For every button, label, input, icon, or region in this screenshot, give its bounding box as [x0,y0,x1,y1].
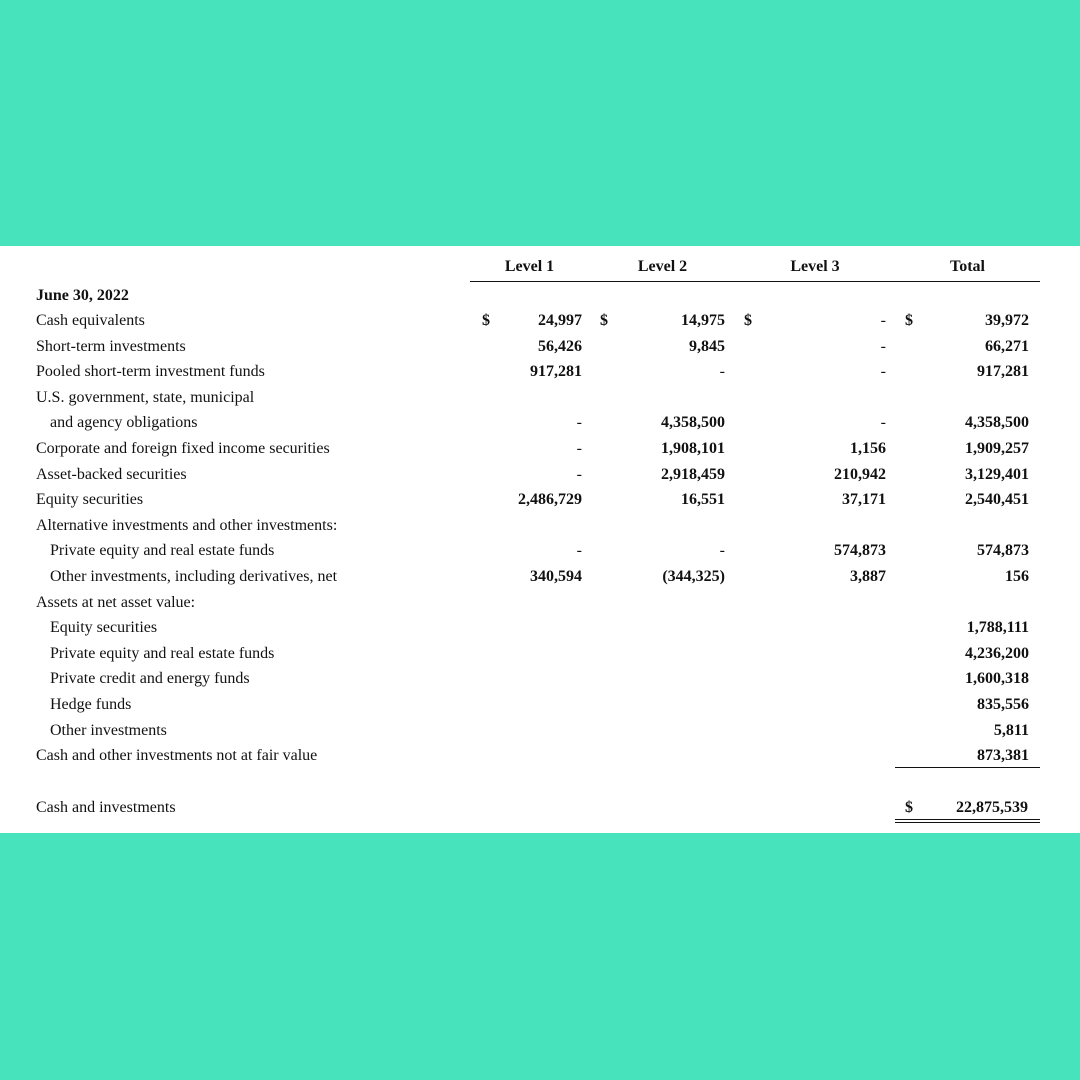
cell-total: 1,600,318 [965,670,1029,687]
cell-total: 917,281 [977,363,1029,380]
row-label: Cash and other investments not at fair value [36,747,318,764]
table-row [0,746,1080,766]
cell-l3: 1,156 [850,440,886,457]
row-label: Corporate and foreign fixed income securities [36,440,330,457]
row-label: Assets at net asset value: [36,594,196,611]
row-label: Equity securities [50,619,158,636]
table-row [0,362,1080,382]
cell-l1: 56,426 [538,338,582,355]
cell-total: 5,811 [993,722,1029,739]
row-label: Hedge funds [50,696,132,713]
subtotal-rule [895,767,1040,768]
double-rule-bottom [895,822,1040,823]
cell-l1: - [576,414,582,431]
table-row [0,593,1080,613]
cell-total: 835,556 [977,696,1029,713]
date-label: June 30, 2022 [36,287,129,304]
row-label: Pooled short-term investment funds [36,363,265,380]
table-row [0,644,1080,664]
table-row [0,388,1080,408]
cell-l3: - [880,363,886,380]
cell-l2: 4,358,500 [661,414,725,431]
cell-l3: - [880,312,886,329]
table-row [0,337,1080,357]
cell-total: 873,381 [977,747,1029,764]
dollar-sign: $ [744,312,752,329]
cell-l3: 37,171 [842,491,886,508]
row-label: Private equity and real estate funds [50,542,275,559]
cell-total: 156 [1005,568,1029,585]
cell-l2: - [719,542,725,559]
dollar-sign: $ [482,312,490,329]
dollar-sign: $ [600,312,608,329]
table-row [0,669,1080,689]
cell-l2: 9,845 [689,338,725,355]
row-label: Other investments, including derivatives, net [50,568,338,585]
cell-total: 574,873 [977,542,1029,559]
cell-l1: - [576,440,582,457]
table-row [0,541,1080,561]
table-row [0,618,1080,638]
cell-l1: - [576,466,582,483]
cell-l1: 340,594 [530,568,582,585]
table-body [0,246,1080,833]
cell-total: 4,236,200 [965,645,1029,662]
row-label: Alternative investments and other investments: [36,517,338,534]
cell-l2: 2,918,459 [661,466,725,483]
cell-l3: - [880,414,886,431]
grand-total-value: 22,875,539 [956,799,1028,816]
table-row [0,311,1080,331]
row-label: Private credit and energy funds [50,670,250,687]
cell-total: 2,540,451 [965,491,1029,508]
cell-l1: 24,997 [538,312,582,329]
header-total: Total [950,258,985,275]
cell-total: 1,788,111 [966,619,1029,636]
table-row [0,721,1080,741]
row-label: U.S. government, state, municipal [36,389,255,406]
table-row [0,439,1080,459]
cell-l3: 210,942 [834,466,886,483]
row-label: Cash equivalents [36,312,145,329]
cell-l2: - [719,363,725,380]
row-label: Equity securities [36,491,144,508]
dollar-sign: $ [905,312,913,329]
fair-value-table [0,246,1080,833]
cell-total: 39,972 [985,312,1029,329]
cell-total: 66,271 [985,338,1029,355]
cell-total: 1,909,257 [965,440,1029,457]
header-level-3: Level 3 [790,258,840,275]
cell-l1: 917,281 [530,363,582,380]
table-row [0,413,1080,433]
table-row [0,695,1080,715]
table-row [0,465,1080,485]
cell-l2: 14,975 [681,312,725,329]
cell-l2: (344,325) [662,568,725,585]
cell-l3: 3,887 [850,568,886,585]
cell-l2: 16,551 [681,491,725,508]
table-row [0,516,1080,536]
header-level-1: Level 1 [504,258,555,275]
row-label: Asset-backed securities [36,466,187,483]
row-label: Other investments [50,722,167,739]
double-rule-top [895,819,1040,820]
cell-l2: 1,908,101 [661,440,725,457]
row-label: Short-term investments [36,338,186,355]
row-label: Private equity and real estate funds [50,645,275,662]
grand-total-dollar: $ [905,799,913,816]
grand-total-label: Cash and investments [36,799,176,816]
cell-l1: 2,486,729 [518,491,582,508]
table-row [0,490,1080,510]
cell-l3: 574,873 [834,542,886,559]
cell-l1: - [576,542,582,559]
row-label: and agency obligations [50,414,198,431]
cell-total: 3,129,401 [965,466,1029,483]
header-level-2: Level 2 [637,258,688,275]
cell-l3: - [880,338,886,355]
table-row [0,567,1080,587]
cell-total: 4,358,500 [965,414,1029,431]
